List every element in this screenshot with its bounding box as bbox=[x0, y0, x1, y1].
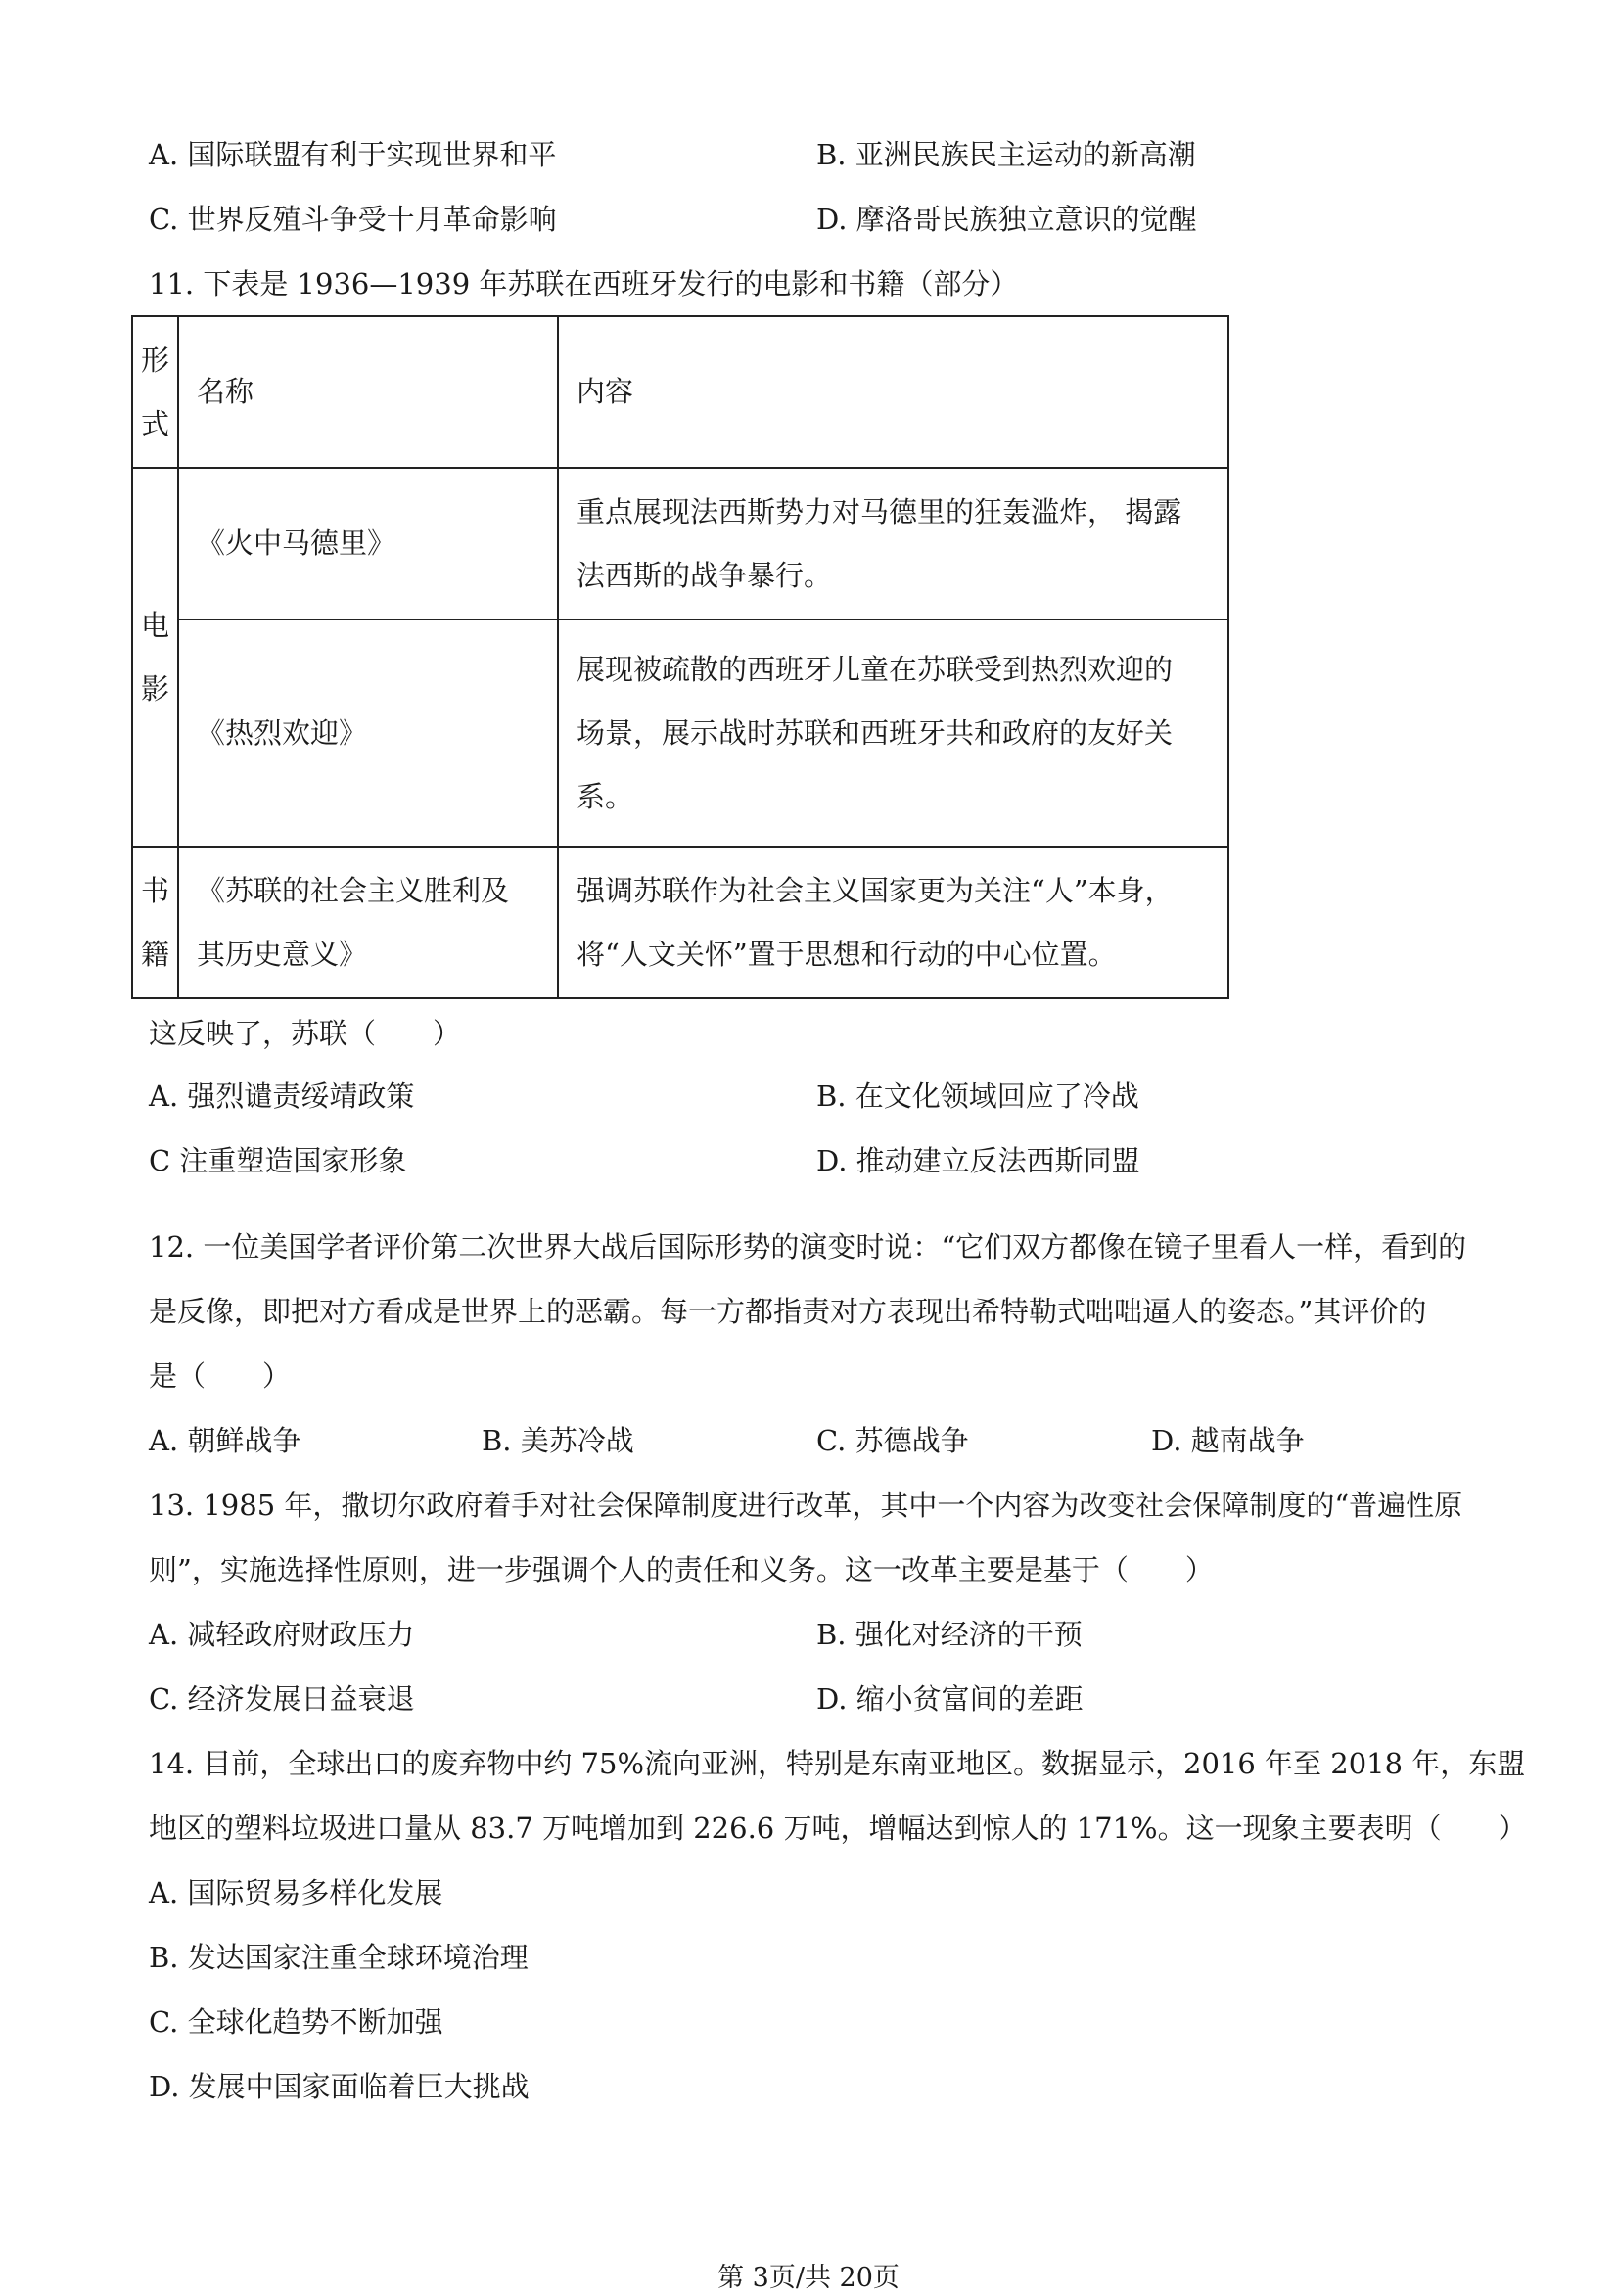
row2-name: 《热烈欢迎》 bbox=[178, 620, 558, 847]
q11-option-a: A. 强烈谴责绥靖政策 bbox=[149, 1079, 415, 1113]
q13-line2: 则”，实施选择性原则，进一步强调个人的责任和义务。这一改革主要是基于（ ） bbox=[149, 1553, 1214, 1586]
table-row bbox=[132, 468, 1228, 620]
page-footer: 第 3页/共 20页 bbox=[717, 2263, 900, 2293]
q13-option-c: C. 经济发展日益衰退 bbox=[149, 1682, 415, 1716]
header-content: 内容 bbox=[558, 316, 1228, 468]
q14-option-c: C. 全球化趋势不断加强 bbox=[149, 2005, 443, 2039]
q11-option-c: C 注重塑造国家形象 bbox=[149, 1144, 407, 1177]
q11-question: 这反映了，苏联（ ） bbox=[149, 1017, 462, 1050]
q14-option-a: A. 国际贸易多样化发展 bbox=[149, 1876, 443, 1909]
table-row bbox=[132, 847, 1228, 998]
q14-option-d: D. 发展中国家面临着巨大挑战 bbox=[149, 2070, 530, 2103]
q14-line1: 14. 目前，全球出口的废弃物中约 75%流向亚洲，特别是东南亚地区。数据显示，2016 年至 2018 年，东盟 bbox=[149, 1747, 1526, 1780]
row3-name: 《苏联的社会主义胜利及 其历史意义》 bbox=[178, 847, 558, 998]
q10-option-a: A. 国际联盟有利于实现世界和平 bbox=[149, 138, 557, 171]
q13-option-d: D. 缩小贫富间的差距 bbox=[816, 1682, 1084, 1716]
table-header-row bbox=[132, 316, 1228, 468]
q12-line1: 12. 一位美国学者评价第二次世界大战后国际形势的演变时说：“它们双方都像在镜子里看人一样，看到的 bbox=[149, 1230, 1467, 1263]
q10-option-b: B. 亚洲民族民主运动的新高潮 bbox=[816, 138, 1196, 171]
group-book: 书籍 bbox=[132, 847, 178, 998]
row3-content: 强调苏联作为社会主义国家更为关注“人”本身， 将“人文关怀”置于思想和行动的中心位置。 bbox=[558, 847, 1228, 998]
header-name: 名称 bbox=[178, 316, 558, 468]
q11-stem: 11. 下表是 1936—1939 年苏联在西班牙发行的电影和书籍（部分） bbox=[149, 267, 1019, 300]
q11-option-d: D. 推动建立反法西斯同盟 bbox=[816, 1144, 1140, 1177]
header-form: 形式 bbox=[132, 316, 178, 468]
q10-option-d: D. 摩洛哥民族独立意识的觉醒 bbox=[816, 203, 1197, 236]
q11-option-b: B. 在文化领域回应了冷战 bbox=[816, 1079, 1139, 1113]
group-film: 电影 bbox=[132, 468, 178, 847]
q12-option-c: C. 苏德战争 bbox=[816, 1424, 969, 1457]
table-row bbox=[132, 620, 1228, 847]
q12-option-b: B. 美苏冷战 bbox=[482, 1424, 634, 1457]
q14-line2: 地区的塑料垃圾进口量从 83.7 万吨增加到 226.6 万吨，增幅达到惊人的 171%。这一现象主要表明（ ） bbox=[149, 1812, 1527, 1845]
q11-table bbox=[131, 315, 1229, 999]
q13-line1: 13. 1985 年，撒切尔政府着手对社会保障制度进行改革，其中一个内容为改变社会保障制度的“普遍性原 bbox=[149, 1489, 1463, 1522]
q12-line2: 是反像，即把对方看成是世界上的恶霸。每一方都指责对方表现出希特勒式咄咄逼人的姿态。”其评价的 bbox=[149, 1295, 1427, 1328]
row1-name: 《火中马德里》 bbox=[178, 468, 558, 620]
q13-option-b: B. 强化对经济的干预 bbox=[816, 1618, 1083, 1651]
q12-option-d: D. 越南战争 bbox=[1151, 1424, 1305, 1457]
q14-option-b: B. 发达国家注重全球环境治理 bbox=[149, 1941, 529, 1974]
row2-content: 展现被疏散的西班牙儿童在苏联受到热烈欢迎的 场景，展示战时苏联和西班牙共和政府的友好关 系。 bbox=[558, 620, 1228, 847]
q13-option-a: A. 减轻政府财政压力 bbox=[149, 1618, 415, 1651]
q12-option-a: A. 朝鲜战争 bbox=[149, 1424, 301, 1457]
row1-content: 重点展现法西斯势力对马德里的狂轰滥炸， 揭露 法西斯的战争暴行。 bbox=[558, 468, 1228, 620]
q12-line3: 是（ ） bbox=[149, 1359, 292, 1393]
q10-option-c: C. 世界反殖斗争受十月革命影响 bbox=[149, 203, 557, 236]
